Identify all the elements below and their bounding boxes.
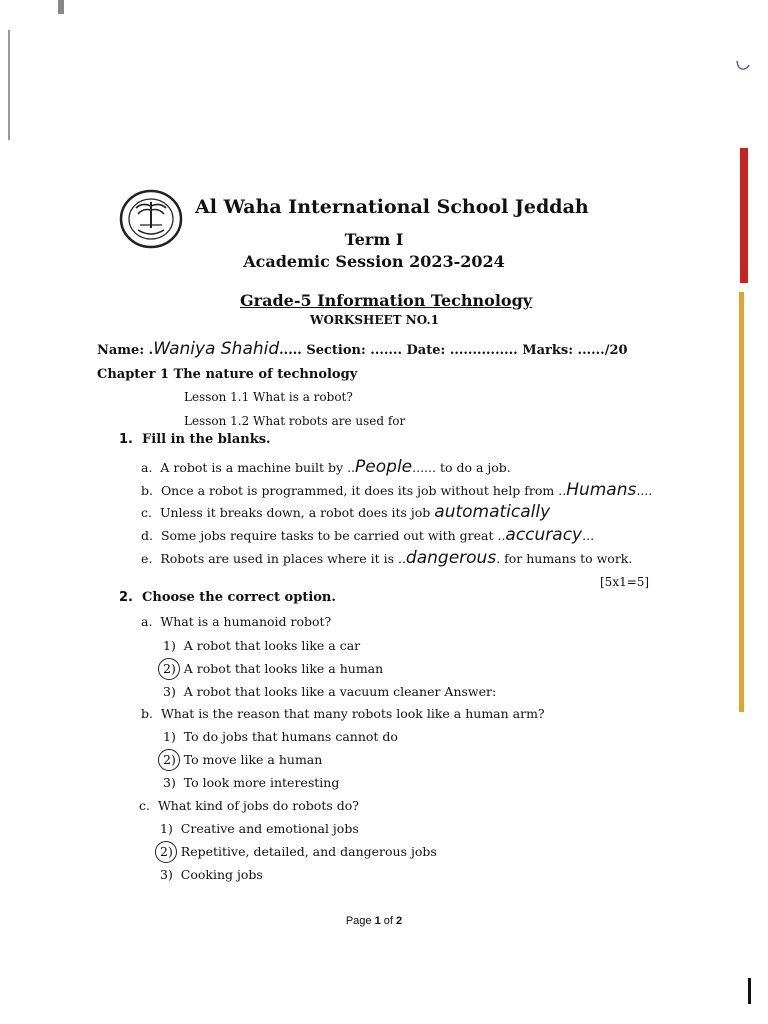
lesson-2: Lesson 1.2 What robots are used for <box>184 414 406 428</box>
section-label: Section: ....... <box>306 343 402 358</box>
scan-edge-bottom <box>748 978 751 1004</box>
q2a-option-1: 1) A robot that looks like a car <box>163 638 361 653</box>
answer-d: accuracy <box>505 525 583 545</box>
q2b-option-1: 1) To do jobs that humans cannot do <box>163 729 398 744</box>
q2b-option-3: 3) To look more interesting <box>163 775 340 790</box>
marks-label: Marks: ....../20 <box>522 343 628 358</box>
scan-edge-line <box>8 30 10 140</box>
name-dots: . <box>148 343 154 358</box>
orange-strip <box>739 292 744 712</box>
answer-a: People <box>355 457 413 477</box>
school-name: Al Waha International School Jeddah <box>195 196 589 218</box>
answer-circle <box>158 658 180 680</box>
q2-heading: 2. Choose the correct option. <box>119 590 336 605</box>
academic-session: Academic Session 2023-2024 <box>243 252 505 271</box>
answer-circle <box>158 749 180 771</box>
q2b-option-2: 2) To move like a human <box>163 752 322 767</box>
q1-marks: [5x1=5] <box>600 575 650 589</box>
q2-question-c: c. What kind of jobs do robots do? <box>139 798 359 813</box>
q1-item-c: c. Unless it breaks down, a robot does its job automatically <box>141 502 551 522</box>
chapter-title: Chapter 1 The nature of technology <box>97 367 358 382</box>
answer-circle <box>155 841 177 863</box>
q2c-option-2: 2) Repetitive, detailed, and dangerous jobs <box>160 844 437 859</box>
q1-heading: 1. Fill in the blanks. <box>119 432 271 447</box>
q1-item-d: d. Some jobs require tasks to be carried out with great ..accuracy... <box>141 525 595 545</box>
page-footer: Page 1 of 2 <box>345 915 403 927</box>
q1-item-b: b. Once a robot is programmed, it does its job without help from ..Humans.... <box>141 480 653 500</box>
term-label: Term I <box>344 230 404 249</box>
date-label: Date: ............... <box>406 343 518 358</box>
name-label: Name: <box>97 343 145 358</box>
worksheet-number: WORKSHEET NO.1 <box>310 313 439 327</box>
pen-mark-icon <box>734 58 752 74</box>
subject-title: Grade-5 Information Technology <box>240 291 533 310</box>
q2c-option-1: 1) Creative and emotional jobs <box>160 821 359 836</box>
name-trailing-dots: ..... <box>279 343 302 358</box>
answer-c: automatically <box>434 502 551 522</box>
q1-item-e: e. Robots are used in places where it is ..dangerous. for humans to work. <box>141 548 633 568</box>
q2a-option-2: 2) A robot that looks like a human <box>163 661 383 676</box>
q2-question-a: a. What is a humanoid robot? <box>141 614 332 629</box>
q2-question-b: b. What is the reason that many robots look like a human arm? <box>141 706 545 721</box>
q1-item-a: a. A robot is a machine built by ..People...... to do a job. <box>141 457 511 477</box>
q2c-option-3: 3) Cooking jobs <box>160 867 263 882</box>
answer-b: Humans <box>566 480 637 500</box>
student-info-line <box>97 339 628 359</box>
lesson-1: Lesson 1.1 What is a robot? <box>184 390 353 404</box>
student-name: Waniya Shahid <box>153 339 280 359</box>
q2a-option-3: 3) A robot that looks like a vacuum cleaner Answer: <box>163 684 497 699</box>
scan-edge-mark <box>58 0 64 14</box>
answer-e: dangerous <box>405 548 497 568</box>
